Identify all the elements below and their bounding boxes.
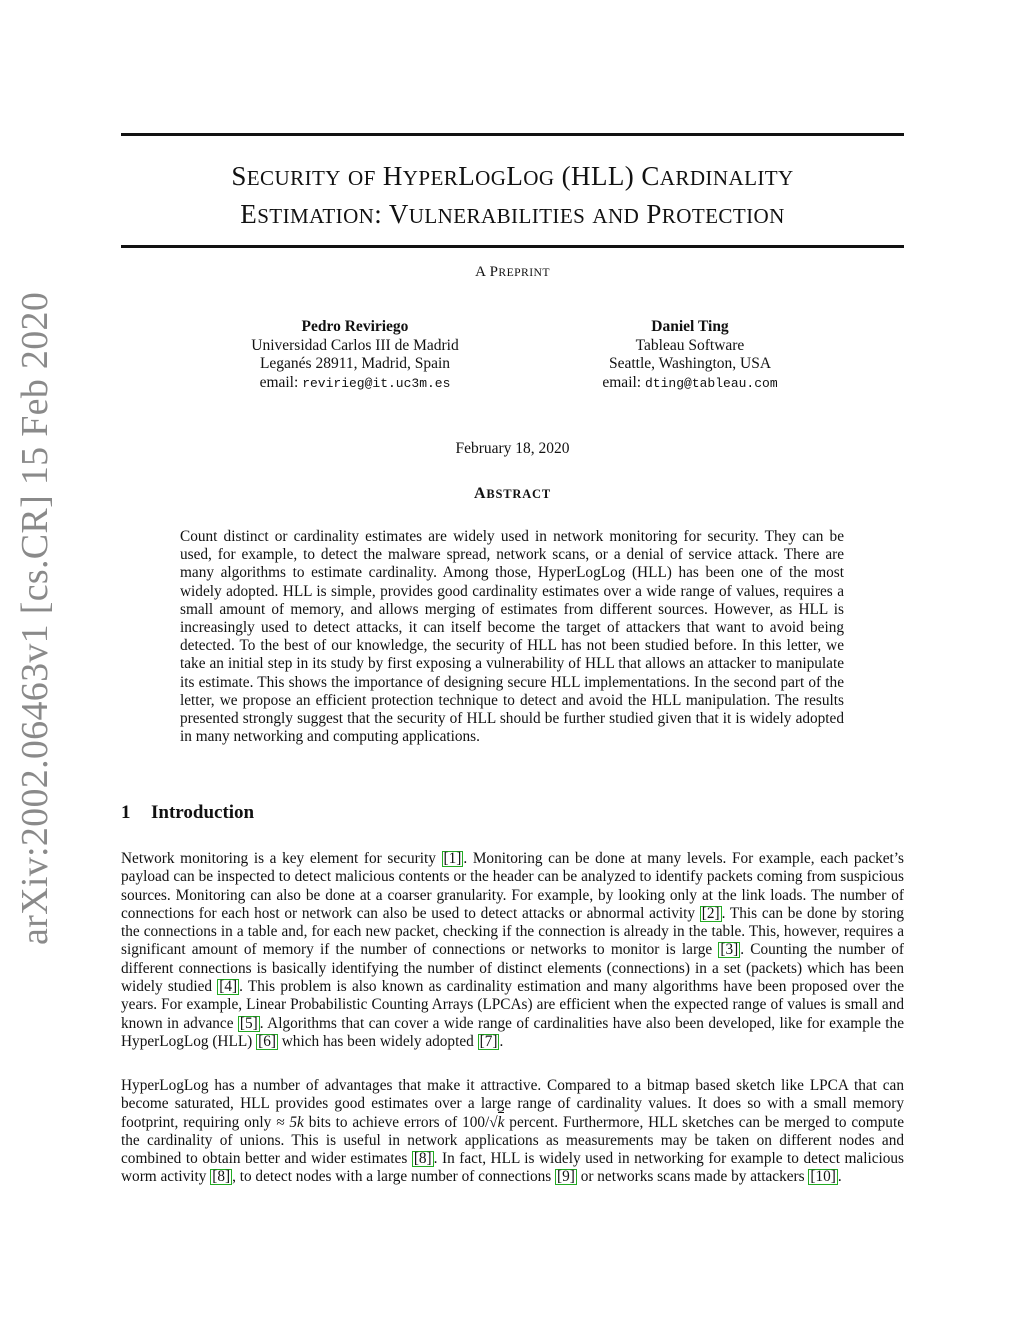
math-error-prefix: 100/√ [462, 1113, 498, 1131]
text-run: bits to achieve errors of [303, 1113, 463, 1131]
text-run: . Counting the number of different connections is basically identifying the number of distinct elements (connections) in a set (packets) which has been widely studied [121, 941, 904, 996]
author-2-email[interactable]: dting@tableau.com [645, 375, 778, 391]
text-run: . [499, 1032, 504, 1050]
citation-link[interactable]: [4] [219, 978, 238, 996]
author-2-email-line [550, 374, 830, 394]
author-2-email-label: email: [602, 373, 642, 391]
title-text-1: SECURITY OF HYPERLOGLOG (HLL) CARDINALITY [231, 161, 794, 191]
abstract-heading [121, 485, 904, 503]
text-run: . Monitoring can be done at many levels. For example, each packet’s payload can be inspected to detect malicious contents or the header can be analyzed to identify packets coming from suspicious sources. Monitoring can also be done at a coarser granularity. For example, by looking only at the link loads. The number of connections for each host or network can also be used to detect attacks or abnormal activity [121, 850, 905, 922]
title-rule-top [121, 133, 904, 136]
text-run: Network monitoring is a key element for security [121, 850, 442, 867]
text-run: or networks scans made by attackers [576, 1168, 809, 1186]
author-2 [550, 318, 830, 393]
citation-link[interactable]: [6] [258, 1032, 276, 1050]
text-run: , to detect nodes with a large number of connections [232, 1168, 556, 1186]
text-run: . This problem is also known as cardinality estimation and many algorithms have been proposed over the years. For example, Linear Probabilistic Counting Arrays (LPCAs) are efficient when the expected range of values is small and known in advance [121, 978, 904, 1032]
text-run: . [837, 1168, 842, 1186]
author-1-email-label: email: [259, 373, 299, 391]
author-1 [215, 318, 495, 393]
citation-link[interactable]: [5] [239, 1014, 258, 1032]
citation-link[interactable]: [10] [810, 1168, 836, 1186]
preprint-text: A PREPRINT [475, 264, 550, 280]
citation-link[interactable]: [3] [720, 941, 739, 959]
abstract-heading-text: ABSTRACT [474, 485, 551, 502]
section-number: 1 [121, 802, 131, 823]
math-error-radicand: k [497, 1113, 505, 1131]
text-run: which has been widely adopted [277, 1032, 478, 1050]
author-1-affiliation: Universidad Carlos III de Madrid [251, 336, 459, 354]
math-memory: ≈ 5k [276, 1113, 304, 1131]
text-run: . Algorithms that can cover a wide range of cardinalities have also been developed, like for example the HyperLogLog (HLL) [121, 1014, 904, 1050]
text-run: HyperLogLog has a number of advantages that make it attractive. Compared to a bitmap based sketch like LPCA that can become saturated, HLL provides good estimates over a large range of cardinality values. It does so with a small memory footprint, requiring only [121, 1077, 904, 1131]
text-run: . This can be done by storing the connections in a table and, for each new packet, checking if the connection is already in the table. This, however, requires a significant amount of memory if the number of connections or networks to monitor is large [121, 904, 904, 959]
author-1-email[interactable]: revirieg@it.uc3m.es [302, 375, 451, 391]
author-1-email-line [215, 374, 495, 394]
intro-paragraph-1 [121, 850, 904, 1051]
author-1-name: Pedro Reviriego [301, 318, 409, 335]
citation-link[interactable]: [1] [443, 850, 462, 867]
author-1-address: Leganés 28911, Madrid, Spain [259, 355, 451, 372]
author-2-name: Daniel Ting [651, 318, 729, 335]
citation-link[interactable]: [9] [557, 1168, 575, 1186]
paper-title [121, 158, 904, 234]
preprint-label [121, 264, 904, 281]
arxiv-stamp: arXiv:2002.06463v1 [cs.CR] 15 Feb 2020 [14, 291, 56, 945]
author-2-affiliation: Tableau Software [635, 336, 745, 354]
abstract-text: Count distinct or cardinality estimates are widely used in network monitoring for security. They can be used, for example, to detect the malware spread, network scans, or a denial of service attack. There are many algorithms to estimate cardinality. Among those, HyperLogLog (HLL) has been one of the most widely adopted. HLL is simple, provides good cardinality estimates over a wide range of values, requires a small amount of memory, and allows merging of estimates from different sources. However, as HLL is increasingly used to detect attacks, it can itself become the target of attackers that want to avoid being detected. To the best of our knowledge, the security of HLL has not been studied before. In this letter, we take an initial step in its study by first exposing a vulnerability of HLL that allows an attacker to manipulate its estimate. This shows the importance of designing secure HLL implementations. In the second part of the letter, we propose an efficient protection technique to detect and avoid the HLL manipulation. The results presented strongly suggest that the security of HLL should be further studied given that it is widely adopted in many networking and computing applications. [180, 528, 844, 746]
section-title: Introduction [151, 802, 255, 823]
title-rule-bottom [121, 245, 904, 248]
title-text-2: ESTIMATION: VULNERABILITIES AND PROTECTION [240, 199, 785, 229]
paper-date: February 18, 2020 [455, 440, 570, 457]
intro-paragraph-2 [121, 1077, 904, 1187]
text-run: percent. Furthermore, HLL sketches can be merged to compute the cardinality of unions. This is useful in network applications as measurements may be taken on different nodes and combined to obtain better and wider estimates [121, 1113, 904, 1168]
section-heading [121, 802, 254, 824]
citation-link[interactable]: [8] [413, 1150, 432, 1168]
title-line-2 [121, 196, 904, 234]
citation-link[interactable]: [8] [212, 1168, 231, 1186]
author-2-address: Seattle, Washington, USA [608, 355, 772, 372]
citation-link[interactable]: [2] [701, 904, 720, 922]
citation-link[interactable]: [7] [479, 1032, 498, 1050]
title-line-1 [121, 158, 904, 196]
math-error [462, 1112, 504, 1131]
text-run: . In fact, HLL is widely used in networking for example to detect malicious worm activity [121, 1150, 904, 1186]
